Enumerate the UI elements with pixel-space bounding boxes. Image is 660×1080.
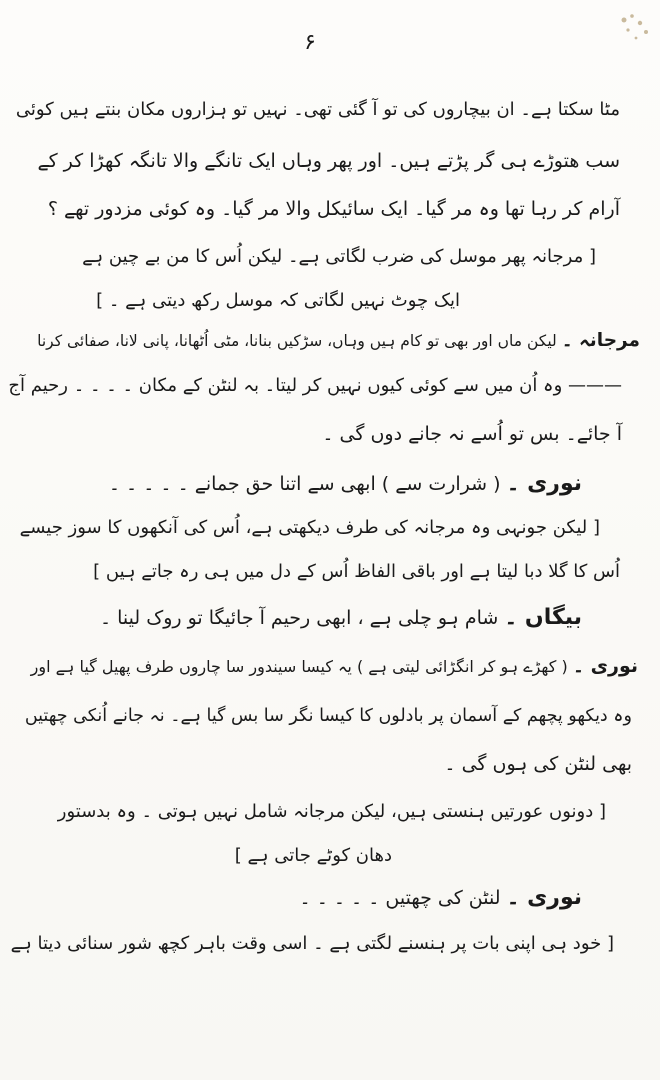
line-text: ( شرارت سے ) ابھی سے اتنا حق جمانے ۔ ۔ ۔ ۔ ۔ xyxy=(108,473,501,495)
text-line-8 xyxy=(322,420,622,448)
line-text: آرام کر رہا تھا وہ مر گیا۔ ایک سائیکل والا مر گیا۔ وہ کوئی مزدور تھے ؟ xyxy=(47,198,620,220)
dialogue-begaan xyxy=(100,604,582,632)
line-text: دھان کوٹے جاتی ہے ] xyxy=(234,845,392,866)
paper-stain-mark xyxy=(614,8,654,46)
line-text: [ لیکن جونہی وہ مرجانہ کی طرف دیکھتی ہے، اُس کی آنکھوں کا سوز جیسے xyxy=(19,517,600,538)
stage-direction-1 xyxy=(82,243,596,271)
text-line-14 xyxy=(25,702,632,730)
dialogue-noori-1 xyxy=(109,470,582,498)
text-line-15 xyxy=(444,750,632,778)
text-line-1 xyxy=(16,96,620,124)
speaker-name: نوری ۔ xyxy=(506,471,582,496)
line-text: [ خود ہی اپنی بات پر ہنسنے لگتی ہے ۔ اسی وقت باہر کچھ شور سنائی دیتا ہے xyxy=(10,933,614,954)
text-line-7 xyxy=(8,372,622,400)
stage-direction-3-cont xyxy=(235,842,392,870)
line-text: مٹا سکتا ہے۔ ان بیچاروں کی تو آ گئی تھی۔ نہیں تو ہزاروں مکان بنتے ہیں کوئی xyxy=(15,99,620,120)
stage-direction-1-cont xyxy=(96,287,460,315)
line-text: آ جائے۔ بس تو اُسے نہ جانے دوں گی ۔ xyxy=(322,423,622,445)
stage-direction-2 xyxy=(20,514,600,542)
page-number: ۶ xyxy=(304,30,316,55)
stage-direction-2-cont xyxy=(93,558,620,586)
dialogue-marjana xyxy=(37,327,640,355)
line-text: [ مرجانہ پھر موسل کی ضرب لگاتی ہے۔ لیکن اُس کا من بے چین ہے xyxy=(82,246,596,267)
line-text: وہ دیکھو پچھم کے آسمان پر بادلوں کا کیسا نگر سا بس گیا ہے۔ نہ جانے اُنکی چھتیں xyxy=(24,706,632,726)
stage-direction-3 xyxy=(58,798,606,826)
line-text: [ دونوں عورتیں ہنستی ہیں، لیکن مرجانہ شامل نہیں ہوتی ۔ وہ بدستور xyxy=(57,801,606,822)
stage-direction-4 xyxy=(11,930,614,958)
dialogue-noori-2 xyxy=(31,652,638,681)
line-text: ( کھڑے ہو کر انگڑائی لیتی ہے ) یہ کیسا سیندور سا چاروں طرف پھیل گیا ہے اور xyxy=(30,657,568,676)
speaker-name: نوری ۔ xyxy=(572,655,638,677)
speaker-name: بیگاں ۔ xyxy=(504,605,582,630)
line-text: ایک چوٹ نہیں لگاتی کہ موسل رکھ دیتی ہے ۔ ] xyxy=(96,290,460,311)
dialogue-noori-3 xyxy=(300,884,582,912)
line-text: لیکن ماں اور بھی تو کام ہیں وہاں، سڑکیں بنانا، مٹی اُٹھانا، پانی لانا، صفائی کرنا xyxy=(37,332,557,350)
line-text: بھی لنٹن کی ہوں گی ۔ xyxy=(444,753,632,775)
line-text: شام ہو چلی ہے ، ابھی رحیم آ جائیگا تو روک لینا ۔ xyxy=(99,607,499,629)
text-line-3 xyxy=(48,195,620,223)
speaker-name: نوری ۔ xyxy=(506,885,582,910)
line-text: اُس کا گلا دبا لیتا ہے اور باقی الفاظ اُس کے دل میں ہی رہ جاتے ہیں ] xyxy=(93,561,620,582)
line-text: سب ھتوڑے ہی گر پڑتے ہیں۔ اور پھر وہاں ایک تانگے والا تانگہ کھڑا کر کے xyxy=(37,150,620,172)
line-text: ——— وہ اُن میں سے کوئی کیوں نہیں کر لیتا۔ بہ لنٹن کے مکان ۔ ۔ ۔ ۔ رحیم آج xyxy=(8,375,622,396)
speaker-name: مرجانہ ۔ xyxy=(561,330,640,351)
line-text: لنٹن کی چھتیں ۔ ۔ ۔ ۔ ۔ xyxy=(299,887,501,909)
text-line-2 xyxy=(37,147,620,175)
